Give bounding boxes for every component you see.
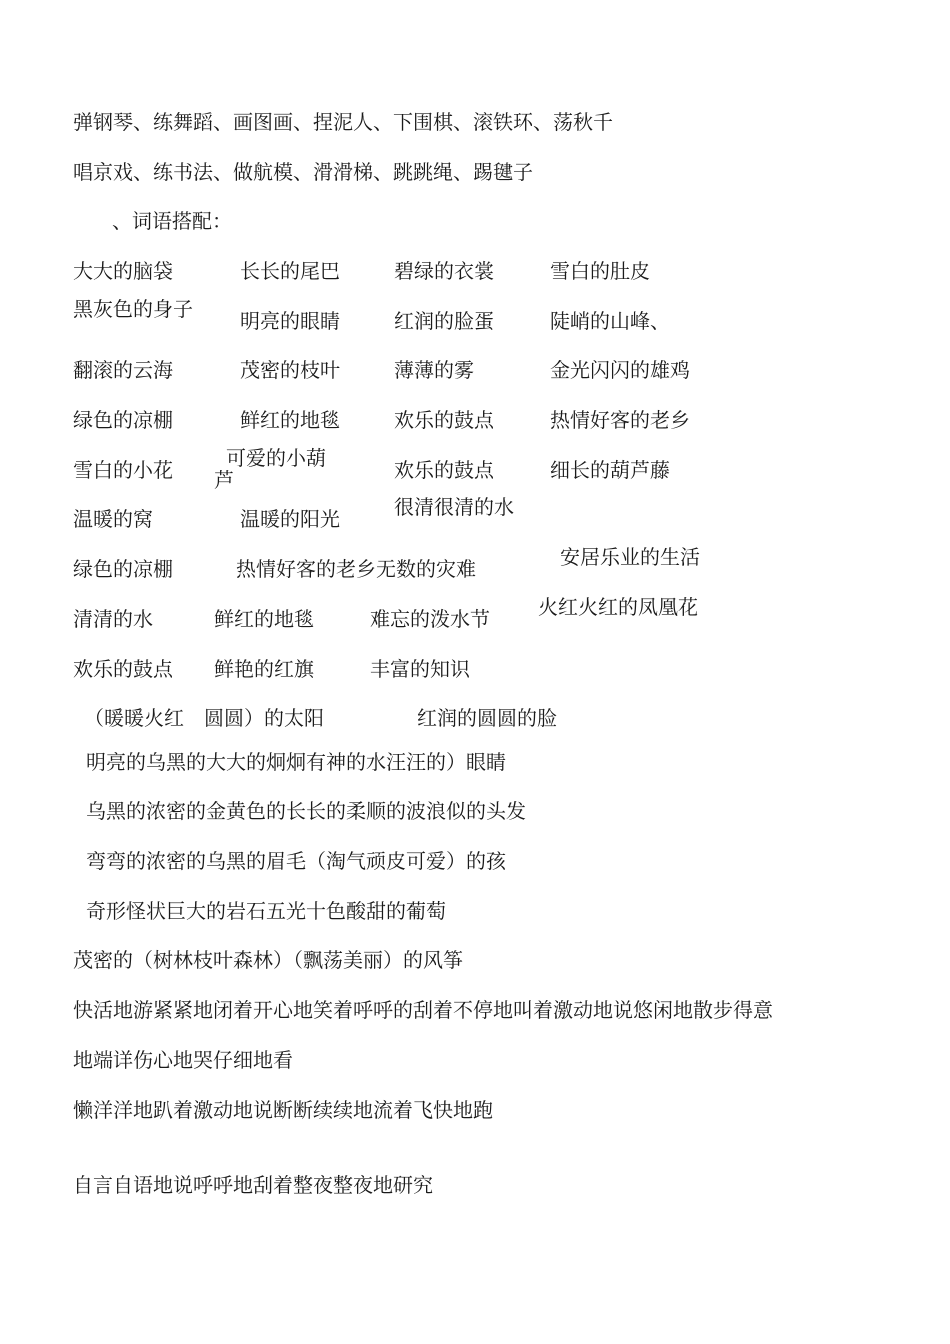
hobbies-line-2: 唱京戏、练书法、做航模、滑滑梯、跳跳绳、踢毽子: [73, 160, 533, 184]
word-cell: 热情好客的老乡: [550, 408, 690, 432]
phrase-line: 快活地游紧紧地闭着开心地笑着呼呼的刮着不停地叫着激动地说悠闲地散步得意: [73, 998, 773, 1022]
word-cell: 绿色的凉棚: [73, 408, 173, 432]
word-cell: 细长的葫芦藤: [550, 458, 670, 482]
word-cell: 陡峭的山峰、: [550, 309, 670, 333]
word-cell: 很清很清的水: [394, 495, 514, 519]
phrase-line: 自言自语地说呼呼地刮着整夜整夜地研究: [73, 1173, 433, 1197]
phrase-line: 地端详伤心地哭仔细地看: [73, 1048, 293, 1072]
hobbies-line-1: 弹钢琴、练舞蹈、画图画、捏泥人、下围棋、滚铁环、荡秋千: [73, 110, 613, 134]
word-cell: 绿色的凉棚: [73, 557, 173, 581]
word-cell: 长长的尾巴: [240, 259, 340, 283]
word-cell: 碧绿的衣裳: [394, 259, 494, 283]
word-cell: 丰富的知识: [370, 657, 470, 681]
phrase-line: 红润的圆圆的脸: [417, 706, 557, 730]
word-cell: 热情好客的老乡无数的灾难: [236, 557, 476, 581]
word-cell: 清清的水: [73, 607, 153, 631]
phrase-line: 明亮的乌黑的大大的炯炯有神的水汪汪的）眼睛: [86, 750, 506, 774]
word-cell: 大大的脑袋: [73, 259, 173, 283]
phrase-line: 弯弯的浓密的乌黑的眉毛（淘气顽皮可爱）的孩: [86, 849, 506, 873]
section-heading: 、词语搭配：: [112, 209, 232, 233]
word-cell: 黑灰色的身子: [73, 297, 193, 321]
word-cell: 可爱的小葫芦: [214, 446, 326, 492]
phrase-line: 茂密的（树林枝叶森林）（飘荡美丽）的风筝: [73, 948, 463, 972]
word-cell: 温暖的窝: [73, 507, 153, 531]
word-cell: 金光闪闪的雄鸡: [550, 358, 690, 382]
word-cell: 明亮的眼睛: [240, 309, 340, 333]
word-cell: 欢乐的鼓点: [394, 458, 494, 482]
phrase-line: 奇形怪状巨大的岩石五光十色酸甜的葡萄: [86, 899, 446, 923]
word-cell: 红润的脸蛋: [394, 309, 494, 333]
word-cell: 欢乐的鼓点: [394, 408, 494, 432]
word-cell: 薄薄的雾: [394, 358, 474, 382]
word-cell: 温暖的阳光: [240, 507, 340, 531]
word-cell: 鲜红的地毯: [240, 408, 340, 432]
word-cell: 安居乐业的生活: [560, 545, 700, 569]
word-cell: 翻滚的云海: [73, 358, 173, 382]
word-cell: 难忘的泼水节: [370, 607, 490, 631]
phrase-line: （暖暖火红 圆圆）的太阳: [84, 706, 324, 730]
word-cell: 欢乐的鼓点: [73, 657, 173, 681]
phrase-line: 乌黑的浓密的金黄色的长长的柔顺的波浪似的头发: [86, 799, 526, 823]
word-cell: 茂密的枝叶: [240, 358, 340, 382]
word-cell: 鲜艳的红旗: [214, 657, 314, 681]
word-cell: 鲜红的地毯: [214, 607, 314, 631]
word-cell: 雪白的肚皮: [550, 259, 650, 283]
phrase-line: 懒洋洋地趴着激动地说断断续续地流着飞快地跑: [73, 1098, 493, 1122]
word-cell: 雪白的小花: [73, 458, 173, 482]
word-cell: 火红火红的凤凰花: [538, 595, 698, 619]
